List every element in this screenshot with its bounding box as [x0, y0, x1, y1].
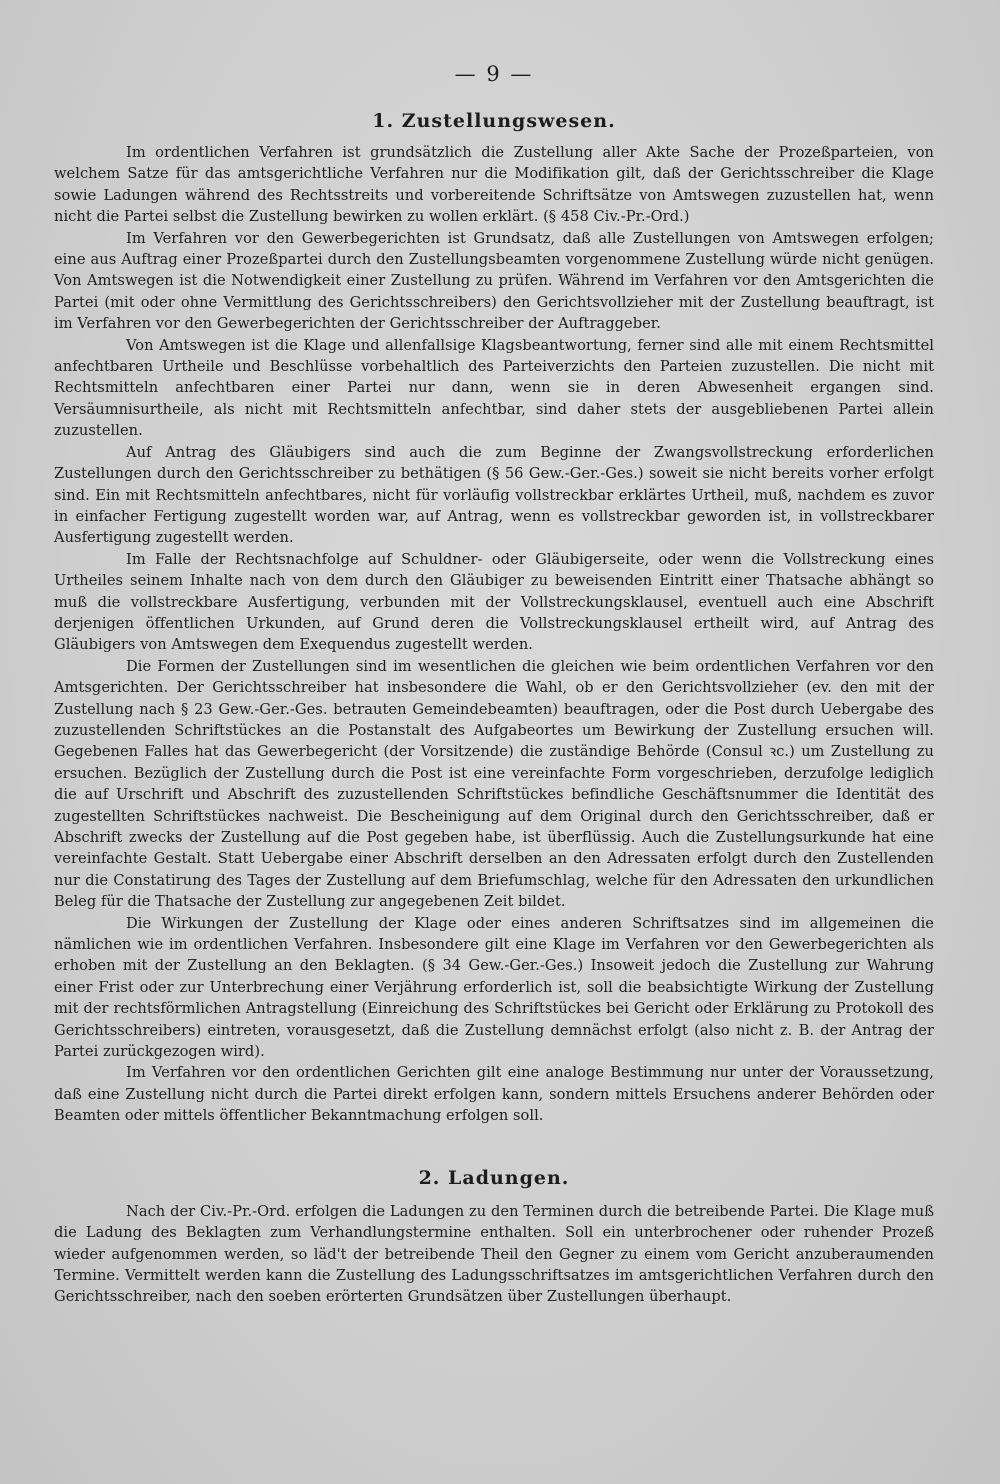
paragraph: Im Falle der Rechtsnachfolge auf Schuldner- oder Gläubigerseite, oder wenn die Vollstreckung eines Urtheiles seinem Inhalte nach von dem durch den Gläubiger zu beweisenden Eintritt einer Thatsache abhängt so muß die vollstreckbare Ausfertigung, verbunden mit der Vollstreckungsklausel, eventuell auch eine Abschrift derjenigen öffentlichen Urkunden, auf Grund deren die Vollstreckungsklausel ertheilt wird, auf Antrag des Gläubigers von Amtswegen dem Exequendus zugestellt werden. [54, 550, 934, 654]
paragraph: Auf Antrag des Gläubigers sind auch die zum Beginne der Zwangsvollstreckung erforderlichen Zustellungen durch den Gerichtsschreiber zu bethätigen (§ 56 Gew.-Ger.-Ges.) soweit sie nicht bereits vorher erfolgt sind. Ein mit Rechtsmitteln anfechtbares, nicht für vorläufig vollstreckbar erklärtes Urtheil, muß, nachdem es zuvor in einfacher Fertigung zugestellt worden war, auf Antrag, wenn es vollstreckbar geworden ist, in vollstreckbarer Ausfertigung zugestellt werden. [54, 443, 934, 547]
section-ladungen [54, 1167, 934, 1308]
section-zustellungswesen [54, 110, 934, 1127]
paragraph: Nach der Civ.-Pr.-Ord. erfolgen die Ladungen zu den Terminen durch die betreibende Partei. Die Klage muß die Ladung des Beklagten zum Verhandlungstermine enthalten. Soll ein unterbrochener oder ruhender Prozeß wieder aufgenommen werden, so läd't der betreibende Theil den Gegner zu einem vom Gericht anzuberaumenden Termine. Vermittelt werden kann die Zustellung des Ladungsschriftsatzes im amtsgerichtlichen Verfahren durch den Gerichtsschreiber, nach den soeben erörterten Grundsätzen über Zustellungen überhaupt. [54, 1202, 934, 1306]
section-title: 1. Zustellungswesen. [372, 110, 616, 132]
paragraph: Von Amtswegen ist die Klage und allenfallsige Klagsbeantwortung, ferner sind alle mit einem Rechtsmittel anfechtbaren Urtheile und Beschlüsse vorbehaltlich des Parteiverzichts den Parteien zuzustellen. Die nicht mit Rechtsmitteln anfechtbaren einer Partei nur dann, wenn sie in deren Abwesenheit ergangen sind. Versäumnisurtheile, als nicht mit Rechtsmitteln anfechtbar, sind daher stets der ausgebliebenen Partei allein zuzustellen. [54, 336, 934, 440]
paragraph: Die Formen der Zustellungen sind im wesentlichen die gleichen wie beim ordentlichen Verfahren vor den Amtsgerichten. Der Gerichtsschreiber hat insbesondere die Wahl, ob er den Gerichtsvollzieher (ev. den mit der Zustellung nach § 23 Gew.-Ger.-Ges. betrauten Gemeindebeamten) beauftragen, oder die Post durch Uebergabe des zuzustellenden Schriftstückes an die Postanstalt des Aufgabeortes um Bewirkung der Zustellung ersuchen will. Gegebenen Falles hat das Gewerbegericht (der Vorsitzende) die zuständige Behörde (Consul ꝛc.) um Zustellung zu ersuchen. Bezüglich der Zustellung durch die Post ist eine vereinfachte Form vorgeschrieben, derzufolge lediglich die auf Urschrift und Abschrift des zuzustellenden Schriftstückes befindliche Geschäftsnummer die Identität des zugestellten Schriftstückes nachweist. Die Bescheinigung auf dem Original durch den Gerichtsschreiber, daß er Abschrift zwecks der Zustellung auf die Post gegeben habe, ist überflüssig. Auch die Zustellungsurkunde hat eine vereinfachte Gestalt. Statt Uebergabe einer Abschrift derselben an den Adressaten erfolgt durch den Zustellenden nur die Constatirung des Tages der Zustellung auf dem Briefumschlag, welche für den Adressaten den urkundlichen Beleg für die Thatsache der Zustellung zur angegebenen Zeit bildet. [54, 657, 934, 911]
paragraph: Im Verfahren vor den ordentlichen Gerichten gilt eine analoge Bestimmung nur unter der Voraussetzung, daß eine Zustellung nicht durch die Partei direkt erfolgen kann, sondern mittels Ersuchens anderer Behörden oder Beamten oder mittels öffentlicher Bekanntmachung erfolgen soll. [54, 1064, 934, 1125]
paragraph: Im Verfahren vor den Gewerbegerichten ist Grundsatz, daß alle Zustellungen von Amtswegen erfolgen; eine aus Auftrag einer Prozeßpartei durch den Zustellungsbeamten vorgenommene Zustellung würde nicht genügen. Von Amtswegen ist die Notwendigkeit einer Zustellung zu prüfen. Während im Verfahren vor den Amtsgerichten die Partei (mit oder ohne Vermittlung des Gerichtsschreibers) den Gerichtsvollzieher mit der Zustellung beauftragt, ist im Verfahren vor den Gewerbegerichten der Gerichtsschreiber der Auftraggeber. [54, 229, 934, 333]
paragraph: Die Wirkungen der Zustellung der Klage oder eines anderen Schriftsatzes sind im allgemeinen die nämlichen wie im ordentlichen Verfahren. Insbesondere gilt eine Klage im Verfahren vor den Gewerbegerichten als erhoben mit der Zustellung an den Beklagten. (§ 34 Gew.-Ger.-Ges.) Insoweit jedoch die Zustellung zur Wahrung einer Frist oder zur Unterbrechung einer Verjährung erforderlich ist, soll die beabsichtigte Wirkung der Zustellung mit der rechtsförmlichen Antragstellung (Einreichung des Schriftstückes bei Gericht oder Erklärung zu Protokoll des Gerichtsschreibers) eintreten, vorausgesetzt, daß die Zustellung demnächst erfolgt (also nicht z. B. der Antrag der Partei zurückgezogen wird). [54, 914, 934, 1061]
page-number: — 9 — [454, 62, 534, 86]
section-title: 2. Ladungen. [418, 1166, 570, 1189]
paragraph: Im ordentlichen Verfahren ist grundsätzlich die Zustellung aller Akte Sache der Prozeßparteien, von welchem Satze für das amtsgerichtliche Verfahren nur die Modifikation gilt, daß der Gerichtsschreiber die Klage sowie Ladungen während des Rechtsstreits und vorbereitende Schriftsätze von Amtswegen zuzustellen hat, wenn nicht die Partei selbst die Zustellung bewirken zu wollen erklärt. (§ 458 Civ.-Pr.-Ord.) [54, 144, 934, 226]
